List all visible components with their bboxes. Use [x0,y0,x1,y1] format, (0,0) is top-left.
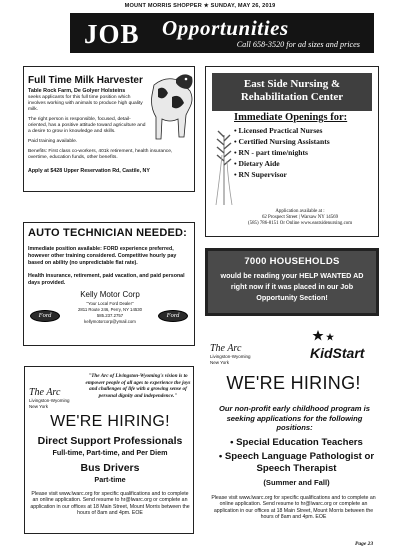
list-item: • Certified Nursing Assistants [234,137,330,146]
star-icon [312,329,342,345]
kidstart-logo: KidStart [310,345,365,361]
ford-logo-right: Ford [158,310,188,322]
list-item: (Summer and Fall) [263,478,330,487]
auto-ad-email: kellymotorcorp@ymail.com [84,319,136,324]
list-item: • RN - part time/nights [234,148,308,157]
kidstart-footer: Please visit www.lwarc.org for specific qualifications and to complete an online application. Send resume to hr@lwarc.org or complete an application in our offices at 18 Main Street, Mount Morris between the hours of 8am and 4pm. EOE [211,495,376,521]
kidstart-hiring-heading: WE'RE HIRING! [226,373,361,393]
nursing-footer-line1: Application available at : [275,209,325,214]
milk-ad-training: Paid training available. [28,139,78,144]
kidstart-hiring-ad [206,329,381,529]
auto-ad-company: Kelly Motor Corp [80,290,140,299]
list-item: • Licensed Practical Nurses [234,126,323,135]
banner-opportunities-word: Opportunities [162,16,289,40]
arc-bus-position: Bus Drivers [80,462,140,474]
list-item: • Special Education Teachers [230,437,363,448]
banner-call-line: Call 658-3520 for ad sizes and prices [236,40,360,49]
wheat-decoration-icon [212,125,236,205]
arc-logo-sub2: New York [29,403,49,409]
ford-logo-left: Ford [30,310,60,322]
auto-ad-tagline: "Your Local Ford Dealer" [86,301,134,306]
auto-ad-phone: 585.237.2757 [96,313,124,318]
milk-harvester-ad [23,66,195,192]
households-promo-ad [205,248,379,316]
arc-logo: The Arc [29,387,61,398]
auto-ad-benefits: Health insurance, retirement, paid vacation, and paid personal days provided. [28,273,185,286]
kid-arc-logo: The Arc [210,343,242,354]
arc-bus-schedule: Part-time [94,475,126,484]
nursing-center-ad [205,66,379,237]
arc-logo-sub1: Livingston-Wyoming [29,398,70,403]
page-number: Page 23 [355,541,374,547]
nursing-footer-line3: (585) 786-8151 Or Online www.eastsidenursing.com [248,221,352,227]
arc-vision-quote: "The Arc of Livingston-Wyoming's vision is to empower people of all ages to experience the joys and challenges of life with a growing sense of personal dignity and independence." [85,373,191,399]
milk-ad-benefits: Benefits: First class co-workers, 401k retirement, health insurance, overtime, education funds, other benefits. [28,149,173,160]
kid-arc-logo-subtitle [210,354,250,365]
arc-dsp-position: Direct Support Professionals [37,435,183,447]
nursing-ad-footer [220,209,379,228]
banner-job-word: JOB [84,19,140,49]
milk-ad-requirements: The right person is responsible, focused, detail-oriented, has a positive attitude toward agriculture and a desire to grow in knowledge and skills. [28,117,146,134]
households-body: would be reading your HELP WANTED AD right now if it was placed in our Job Opportunity Section! [220,271,364,302]
arc-hiring-ad [24,366,194,534]
list-item: • Dietary Aide [234,159,280,168]
milk-ad-apply: Apply at $428 Upper Reservation Rd, Castile, NY [28,168,150,174]
auto-technician-ad [23,222,195,346]
households-title: 7000 HOUSEHOLDS [244,256,340,267]
cow-image [146,67,195,145]
arc-dsp-schedule: Full-time, Part-time, and Per Diem [52,448,168,457]
job-opportunities-banner [70,13,374,53]
kid-arc-sub2: New York [210,359,230,365]
masthead-dateline: MOUNT MORRIS SHOPPER ★ SUNDAY, MAY 26, 2019 [124,3,276,9]
arc-footer: Please visit www.lwarc.org for specific qualifications and to complete an online application. Send resume to hr@lwarc.org or complete an application in our offices at 18 Main Street, Mount Morris between the hours of 8am and 4pm. EOE [30,491,190,517]
arc-hiring-heading: WE'RE HIRING! [50,413,170,430]
arc-logo-subtitle [29,398,69,409]
nursing-ad-title-line1: East Side Nursing & [243,78,341,90]
kid-arc-sub1: Livingston-Wyoming [210,354,251,359]
milk-ad-farm: Table Rock Farm, De Golyer Holsteins [28,88,126,94]
list-item: • RN Supervisor [234,170,287,179]
auto-ad-description: Immediate position available: FORD experience preferred, however other training considered. Competitive hourly pay based on ability (no unpredictable flat rate). [28,246,177,266]
nursing-ad-title-line2: Rehabilitation Center [240,91,344,103]
nursing-ad-header [212,73,372,111]
nursing-positions-list [234,125,330,180]
auto-ad-title: AUTO TECHNICIAN NEEDED: [28,227,188,239]
kidstart-intro: Our non-profit early childhood program is seeking applications for the following positions: [218,404,371,432]
nursing-ad-openings-heading: Immediate Openings for: [234,112,348,123]
list-item: • Speech Language Pathologist or Speech Therapist [218,451,375,474]
nursing-footer-line2: 62 Prospect Street | Warsaw NY 14569 [261,215,339,221]
milk-ad-description: seeks applicants for this full time position which involves working with animals to produce high quality milk. [28,95,143,112]
milk-ad-title: Full Time Milk Harvester [28,75,143,86]
kidstart-positions-list [214,437,379,491]
auto-ad-address: 2811 Route 246, Perry, NY 14530 [77,307,143,312]
